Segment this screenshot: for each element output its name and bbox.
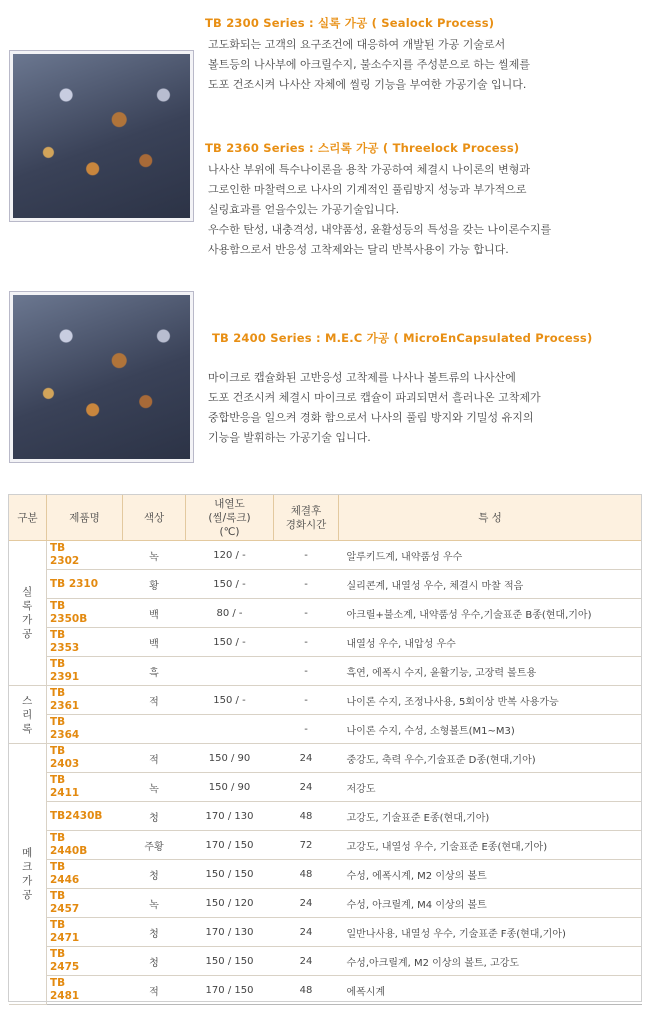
model-cell [47, 802, 123, 831]
table-row [9, 715, 642, 744]
table-row [9, 686, 642, 715]
model-cell [47, 976, 123, 1005]
header-feature: 특 성 [339, 495, 642, 541]
heat-cell: 170 / 150 [186, 976, 274, 1005]
group-label-char: 리 [22, 708, 33, 721]
desc-line: 중합반응을 일으켜 경화 함으로서 나사의 풀림 방지와 기밀성 유지의 [208, 411, 534, 424]
group-label-char: 스 [22, 694, 33, 707]
cure-cell: 48 [274, 860, 339, 889]
heat-cell: 150 / 90 [186, 773, 274, 802]
model-cell [47, 657, 123, 686]
header-cure [274, 495, 339, 541]
cure-cell: - [274, 628, 339, 657]
color-cell: 황 [123, 570, 186, 599]
spec-table [8, 494, 642, 1005]
color-cell: 청 [123, 860, 186, 889]
header-cure-line: 체결후 [290, 504, 322, 517]
header-heat-line: 내열도 [214, 497, 245, 510]
table-row [9, 802, 642, 831]
model-text: TB [50, 658, 66, 670]
model-text: 2440B [50, 845, 88, 857]
table-row [9, 541, 642, 570]
table-row [9, 918, 642, 947]
section-title-mec: TB 2400 Series : M.E.C 가공 ( MicroEnCapsulated Process) [212, 331, 593, 345]
cure-cell: 24 [274, 947, 339, 976]
cure-cell: 24 [274, 889, 339, 918]
model-cell [47, 686, 123, 715]
model-text: 2353 [50, 642, 80, 654]
table-row [9, 889, 642, 918]
color-cell [123, 715, 186, 744]
desc-line: 실링효과를 얻을수있는 가공기술입니다. [208, 203, 400, 216]
section-title-threelock: TB 2360 Series : 스리록 가공 ( Threelock Process) [205, 141, 520, 155]
model-cell [47, 570, 123, 599]
color-cell: 적 [123, 976, 186, 1005]
model-text: 2481 [50, 990, 80, 1002]
section-desc-mec [208, 368, 541, 448]
model-text: 2411 [50, 787, 80, 799]
heat-cell: 150 / 150 [186, 947, 274, 976]
model-cell [47, 860, 123, 889]
model-text: 2350B [50, 613, 88, 625]
cure-cell: 48 [274, 976, 339, 1005]
feature-cell: 중강도, 축력 우수,기술표준 D종(현대,기아) [339, 744, 642, 773]
color-cell: 녹 [123, 889, 186, 918]
header-cure-line: 경화시간 [285, 518, 327, 531]
group-label-char: 공 [22, 628, 33, 640]
model-cell [47, 715, 123, 744]
table-row [9, 831, 642, 860]
heat-cell: 150 / - [186, 628, 274, 657]
group-label [9, 541, 47, 686]
color-cell: 주황 [123, 831, 186, 860]
model-text: TB [50, 861, 66, 873]
feature-cell: 수성,아크릴계, M2 이상의 볼트, 고강도 [339, 947, 642, 976]
model-text: 2475 [50, 961, 80, 973]
group-label-char: 메 [22, 847, 33, 859]
desc-line: 볼트등의 나사부에 아크릴수지, 불소수지를 주성분으로 하는 씰제를 [208, 58, 531, 71]
model-cell [47, 744, 123, 773]
model-text: TB [50, 919, 66, 931]
color-cell: 청 [123, 947, 186, 976]
group-label-char: 실 [22, 586, 33, 598]
model-text: TB [50, 716, 66, 728]
table-row [9, 570, 642, 599]
header-color: 색상 [123, 495, 186, 541]
feature-cell: 나이론 수지, 수성, 소형볼트(M1~M3) [339, 715, 642, 744]
group-label-char: 록 [22, 722, 33, 735]
group-label-char: 공 [22, 889, 33, 901]
model-text: TB [50, 600, 66, 612]
heat-cell: 150 / 150 [186, 860, 274, 889]
header-group: 구분 [9, 495, 47, 541]
color-cell: 녹 [123, 773, 186, 802]
model-text: TB [50, 745, 66, 757]
feature-cell: 에폭시계 [339, 976, 642, 1005]
heat-cell: 170 / 150 [186, 831, 274, 860]
color-cell: 청 [123, 918, 186, 947]
model-text: 2446 [50, 874, 80, 886]
feature-cell: 일반나사용, 내열성 우수, 기술표준 F종(현대,기아) [339, 918, 642, 947]
model-text: 2302 [50, 555, 80, 567]
desc-line: 사용함으로서 반응성 고착제와는 달리 반복사용이 가능 합니다. [208, 243, 509, 256]
desc-line: 도포 건조시켜 체결시 마이크로 캡슐이 파괴되면서 흘러나온 고착제가 [208, 391, 541, 404]
model-text: TB [50, 977, 66, 989]
header-heat [186, 495, 274, 541]
heat-cell [186, 657, 274, 686]
model-cell [47, 831, 123, 860]
table-header-row [9, 495, 642, 541]
heat-cell: 150 / - [186, 570, 274, 599]
cure-cell: 72 [274, 831, 339, 860]
section-desc-threelock [208, 160, 551, 260]
model-text: 2364 [50, 729, 80, 741]
heat-cell: 150 / 90 [186, 744, 274, 773]
cure-cell: - [274, 657, 339, 686]
group-label [9, 744, 47, 1005]
color-cell: 적 [123, 686, 186, 715]
cure-cell: - [274, 715, 339, 744]
group-label-char: 록 [22, 600, 33, 612]
heat-cell: 80 / - [186, 599, 274, 628]
color-cell: 백 [123, 599, 186, 628]
section-title-sealock: TB 2300 Series : 실록 가공 ( Sealock Process) [205, 16, 495, 30]
model-text: TB2430B [50, 809, 103, 822]
model-text: 2471 [50, 932, 80, 944]
feature-cell: 수성, 아크릴계, M4 이상의 볼트 [339, 889, 642, 918]
cure-cell: 24 [274, 918, 339, 947]
model-text: 2361 [50, 700, 80, 712]
feature-cell: 나이론 수지, 조정나사용, 5회이상 반복 사용가능 [339, 686, 642, 715]
color-cell: 흑 [123, 657, 186, 686]
feature-cell: 실리콘계, 내열성 우수, 체결시 마찰 적음 [339, 570, 642, 599]
group-label-char: 가 [22, 875, 33, 887]
desc-line: 우수한 탄성, 내충격성, 내약품성, 윤활성등의 특성을 갖는 나이론수지를 [208, 223, 552, 236]
heat-cell: 170 / 130 [186, 918, 274, 947]
table-row [9, 976, 642, 1005]
model-text: TB [50, 890, 66, 902]
model-text: TB 2310 [50, 577, 99, 590]
feature-cell: 흑연, 에폭시 수지, 윤활기능, 고장력 볼트용 [339, 657, 642, 686]
heat-cell: 150 / 120 [186, 889, 274, 918]
cure-cell: 24 [274, 773, 339, 802]
heat-cell: 150 / - [186, 686, 274, 715]
feature-cell: 내열성 우수, 내압성 우수 [339, 628, 642, 657]
feature-cell: 수성, 에폭시계, M2 이상의 볼트 [339, 860, 642, 889]
feature-cell: 아크릴+불소계, 내약품성 우수,기술표준 B종(현대,기아) [339, 599, 642, 628]
cure-cell: - [274, 541, 339, 570]
color-cell: 적 [123, 744, 186, 773]
model-text: TB [50, 629, 66, 641]
sealock-bolts-photo [9, 50, 194, 222]
table-row [9, 947, 642, 976]
model-text: 2457 [50, 903, 80, 915]
desc-line: 마이크로 캡슐화된 고반응성 고착제를 나사나 볼트류의 나사산에 [208, 371, 516, 384]
header-model: 제품명 [47, 495, 123, 541]
desc-line: 도포 건조시켜 나사산 자체에 씰링 기능을 부여한 가공기술 입니다. [208, 78, 527, 91]
mec-bolts-photo [9, 291, 194, 463]
color-cell: 청 [123, 802, 186, 831]
header-heat-line: (씰/록크) [208, 511, 251, 524]
desc-line: 그로인한 마찰력으로 나사의 기계적인 풀림방지 성능과 부가적으로 [208, 183, 527, 196]
feature-cell: 저강도 [339, 773, 642, 802]
table-row [9, 773, 642, 802]
feature-cell: 알루키드계, 내약품성 우수 [339, 541, 642, 570]
model-cell [47, 947, 123, 976]
desc-line: 기능을 발휘하는 가공기술 입니다. [208, 431, 371, 444]
color-cell: 녹 [123, 541, 186, 570]
model-text: TB [50, 774, 66, 786]
group-label-char: 가 [22, 614, 33, 626]
table-row [9, 860, 642, 889]
model-cell [47, 773, 123, 802]
table-body [9, 541, 642, 1005]
cure-cell: 48 [274, 802, 339, 831]
color-cell: 백 [123, 628, 186, 657]
heat-cell [186, 715, 274, 744]
model-cell [47, 541, 123, 570]
model-text: 2403 [50, 758, 80, 770]
cure-cell: - [274, 686, 339, 715]
model-cell [47, 628, 123, 657]
cure-cell: - [274, 599, 339, 628]
desc-line: 나사산 부위에 특수나이론을 용착 가공하여 체결시 나이론의 변형과 [208, 163, 531, 176]
model-cell [47, 918, 123, 947]
model-text: TB [50, 832, 66, 844]
table-row [9, 628, 642, 657]
feature-cell: 고강도, 내열성 우수, 기술표준 E종(현대,기아) [339, 831, 642, 860]
section-desc-sealock [208, 35, 530, 95]
model-cell [47, 599, 123, 628]
feature-cell: 고강도, 기술표준 E종(현대,기아) [339, 802, 642, 831]
cure-cell: - [274, 570, 339, 599]
group-label [9, 686, 47, 744]
desc-line: 고도화되는 고객의 요구조건에 대응하여 개발된 가공 기술로서 [208, 38, 506, 51]
heat-cell: 170 / 130 [186, 802, 274, 831]
model-text: TB [50, 542, 66, 554]
model-cell [47, 889, 123, 918]
model-text: TB [50, 687, 66, 699]
heat-cell: 120 / - [186, 541, 274, 570]
table-row [9, 744, 642, 773]
header-heat-line: (℃) [219, 525, 240, 538]
group-label-char: 크 [22, 861, 33, 873]
model-text: TB [50, 948, 66, 960]
table-row [9, 599, 642, 628]
table-row [9, 657, 642, 686]
cure-cell: 24 [274, 744, 339, 773]
model-text: 2391 [50, 671, 80, 683]
